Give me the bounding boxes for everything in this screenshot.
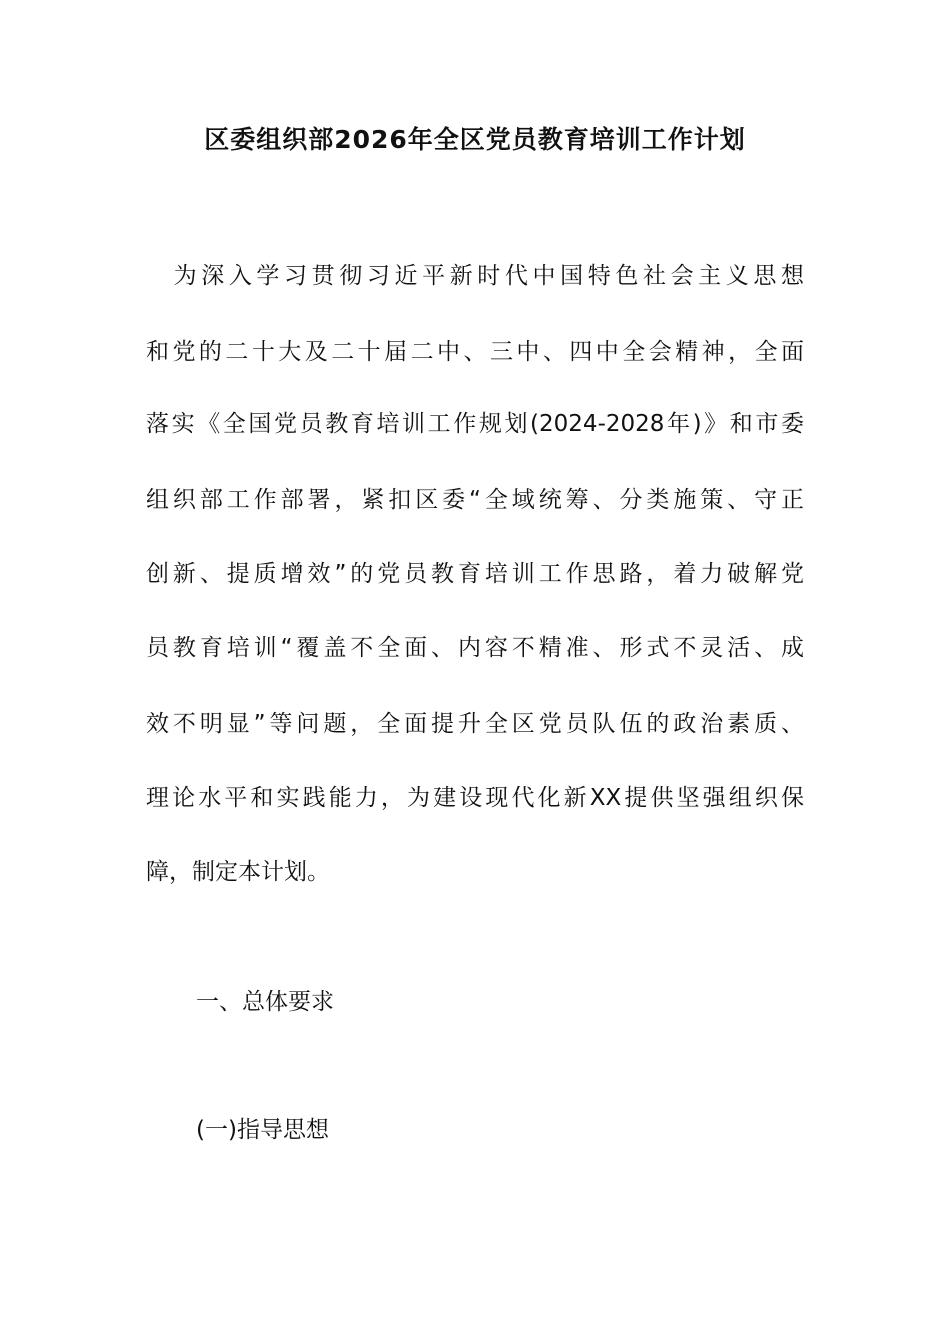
intro-line-9: 障，制定本计划。: [146, 859, 330, 885]
document-title: 区委组织部2026年全区党员教育培训工作计划: [204, 125, 746, 154]
section-heading: 一、总体要求: [196, 989, 334, 1015]
intro-line-2: 和党的二十大及二十届二中、三中、四中全会精神，全面: [146, 339, 804, 365]
intro-line-3: 落实《全国党员教育培训工作规划(2024-2028年)》和市委: [146, 411, 804, 437]
intro-line-5: 创新、提质增效”的党员教育培训工作思路，着力破解党: [146, 561, 804, 587]
intro-line-6: 员教育培训“覆盖不全面、内容不精准、形式不灵活、成: [146, 635, 804, 661]
intro-line-8: 理论水平和实践能力，为建设现代化新XX提供坚强组织保: [146, 785, 804, 811]
intro-line-7: 效不明显”等问题，全面提升全区党员队伍的政治素质、: [146, 711, 804, 737]
intro-line-4: 组织部工作部署，紧扣区委“全域统筹、分类施策、守正: [146, 487, 804, 513]
intro-line-1: 为深入学习贯彻习近平新时代中国特色社会主义思想: [146, 263, 804, 289]
subsection-heading: (一)指导思想: [196, 1117, 329, 1143]
